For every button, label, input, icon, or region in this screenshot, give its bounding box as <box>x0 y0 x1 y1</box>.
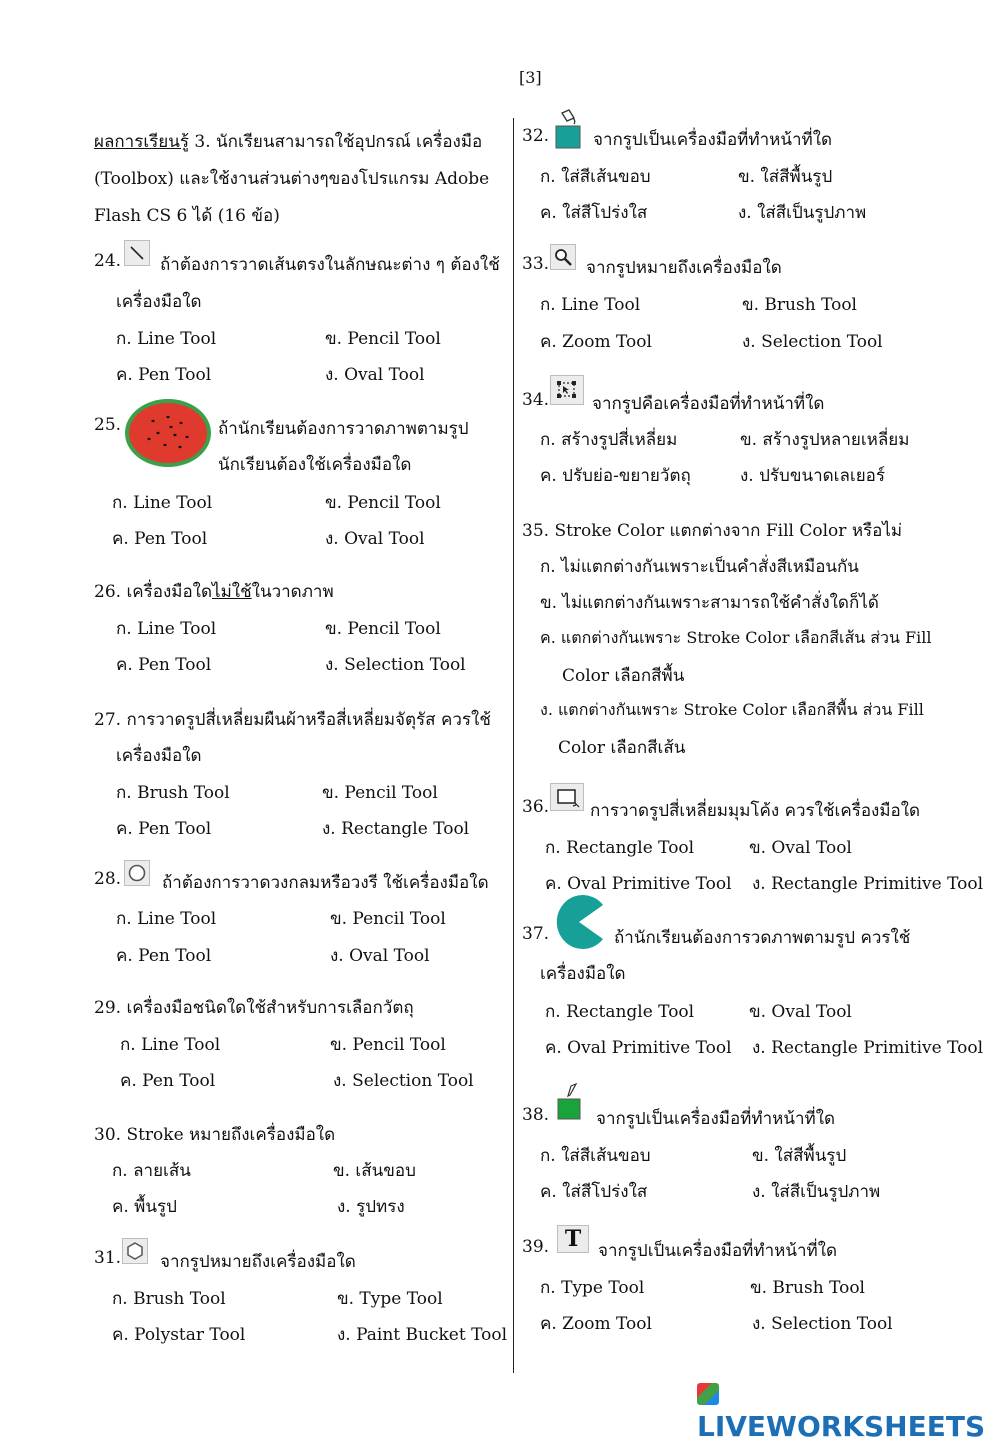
q30-option-b[interactable]: ข. เส้นขอบ <box>333 1161 416 1181</box>
q39-option-c[interactable]: ค. Zoom Tool <box>540 1314 652 1334</box>
q29-text: 29. เครื่องมือชนิดใดใช้สำหรับการเลือกวัตถุ <box>94 998 414 1018</box>
q34-option-d[interactable]: ง. ปรับขนาดเลเยอร์ <box>740 466 885 486</box>
q33-option-b[interactable]: ข. Brush Tool <box>742 295 857 315</box>
q25-number: 25. <box>94 415 122 435</box>
q37-option-d[interactable]: ง. Rectangle Primitive Tool <box>752 1038 984 1058</box>
q24-text2: เครื่องมือใด <box>116 292 202 312</box>
q26-option-b[interactable]: ข. Pencil Tool <box>325 619 441 639</box>
q27-option-d[interactable]: ง. Rectangle Tool <box>322 819 470 839</box>
q38-text: จากรูปเป็นเครื่องมือที่ทำหน้าที่ใด <box>596 1109 836 1129</box>
q28-option-a[interactable]: ก. Line Tool <box>116 909 217 929</box>
q36-text: การวาดรูปสี่เหลี่ยมมุมโค้ง ควรใช้เครื่องมือใด <box>590 801 921 821</box>
q27-option-a[interactable]: ก. Brush Tool <box>116 783 230 803</box>
q25-option-b[interactable]: ข. Pencil Tool <box>325 493 441 513</box>
q29-option-d[interactable]: ง. Selection Tool <box>333 1071 474 1091</box>
q36-option-d[interactable]: ง. Rectangle Primitive Tool <box>752 874 984 894</box>
q32-option-b[interactable]: ข. ใส่สีพื้นรูป <box>738 167 833 187</box>
text-tool-icon: T <box>557 1225 589 1253</box>
q37-option-a[interactable]: ก. Rectangle Tool <box>545 1002 695 1022</box>
q29-option-b[interactable]: ข. Pencil Tool <box>330 1035 446 1055</box>
q37-text: ถ้านักเรียนต้องการวดภาพตามรูป ควรใช้ <box>614 928 911 948</box>
q39-option-d[interactable]: ง. Selection Tool <box>752 1314 893 1334</box>
q30-text: 30. Stroke หมายถึงเครื่องมือใด <box>94 1125 336 1145</box>
q31-text: จากรูปหมายถึงเครื่องมือใด <box>160 1252 356 1272</box>
q32-text: จากรูปเป็นเครื่องมือที่ทำหน้าที่ใด <box>593 130 833 150</box>
q38-option-b[interactable]: ข. ใส่สีพื้นรูป <box>752 1146 847 1166</box>
q25-option-a[interactable]: ก. Line Tool <box>112 493 213 513</box>
q33-option-d[interactable]: ง. Selection Tool <box>742 332 883 352</box>
q38-option-d[interactable]: ง. ใส่สีเป็นรูปภาพ <box>752 1182 881 1202</box>
q24-option-c[interactable]: ค. Pen Tool <box>116 365 212 385</box>
q35-option-d-cont: Color เลือกสีเส้น <box>558 738 686 758</box>
q27-text2: เครื่องมือใด <box>116 746 202 766</box>
q33-number: 33. <box>522 254 550 274</box>
q25-option-d[interactable]: ง. Oval Tool <box>325 529 425 549</box>
q30-option-a[interactable]: ก. ลายเส้น <box>112 1161 191 1181</box>
q32-option-d[interactable]: ง. ใส่สีเป็นรูปภาพ <box>738 203 867 223</box>
q37-text2: เครื่องมือใด <box>540 964 626 984</box>
q26-option-c[interactable]: ค. Pen Tool <box>116 655 212 675</box>
q28-number: 28. <box>94 869 122 889</box>
q24-option-d[interactable]: ง. Oval Tool <box>325 365 425 385</box>
q36-option-b[interactable]: ข. Oval Tool <box>749 838 852 858</box>
q36-option-a[interactable]: ก. Rectangle Tool <box>545 838 695 858</box>
pacman-shape-image <box>551 893 607 956</box>
q28-text: ถ้าต้องการวาดวงกลมหรือวงรี ใช้เครื่องมือใด <box>162 873 489 893</box>
logo-text: LIVEWORKSHEETS <box>697 1410 986 1443</box>
q35-option-b[interactable]: ข. ไม่แตกต่างกันเพราะสามารถใช้คำสั่งใดก็ได้ <box>540 593 879 613</box>
q34-text: จากรูปคือเครื่องมือที่ทำหน้าที่ใด <box>592 394 825 414</box>
oval-tool-icon <box>124 860 150 886</box>
q36-number: 36. <box>522 797 550 817</box>
q33-text: จากรูปหมายถึงเครื่องมือใด <box>586 258 782 278</box>
q27-option-b[interactable]: ข. Pencil Tool <box>322 783 438 803</box>
q35-option-c[interactable]: ค. แตกต่างกันเพราะ Stroke Color เลือกสีเส้น ส่วน Fill <box>540 628 932 647</box>
q38-option-a[interactable]: ก. ใส่สีเส้นขอบ <box>540 1146 651 1166</box>
q37-option-b[interactable]: ข. Oval Tool <box>749 1002 852 1022</box>
outcome-text: 3. นักเรียนสามารถใช้อุปกรณ์ เครื่องมือ (Toolbox) และใช้งานส่วนต่างๆของโปรแกรม Adobe Flash CS 6 ได้ (16 ข้อ) <box>94 132 490 226</box>
q24-option-a[interactable]: ก. Line Tool <box>116 329 217 349</box>
free-transform-tool-icon <box>550 375 584 405</box>
q38-number: 38. <box>522 1105 550 1125</box>
q26-text <box>94 578 334 605</box>
q38-option-c[interactable]: ค. ใส่สีโปร่งใส <box>540 1182 648 1202</box>
q24-option-b[interactable]: ข. Pencil Tool <box>325 329 441 349</box>
q30-option-d[interactable]: ง. รูปทรง <box>337 1197 405 1217</box>
q37-option-c[interactable]: ค. Oval Primitive Tool <box>545 1038 732 1058</box>
q37-number: 37. <box>522 924 550 944</box>
q28-option-c[interactable]: ค. Pen Tool <box>116 946 212 966</box>
q29-option-a[interactable]: ก. Line Tool <box>120 1035 221 1055</box>
q26-suffix: ในวาดภาพ <box>251 582 334 602</box>
q26-prefix: 26. เครื่องมือใด <box>94 582 213 602</box>
q35-option-c-cont: Color เลือกสีพื้น <box>562 666 685 686</box>
q27-text: 27. การวาดรูปสี่เหลี่ยมผืนผ้าหรือสี่เหลี่ยมจัตุรัส ควรใช้ <box>94 710 491 730</box>
q26-option-d[interactable]: ง. Selection Tool <box>325 655 466 675</box>
q24-text: ถ้าต้องการวาดเส้นตรงในลักษณะต่าง ๆ ต้องใช้ <box>160 255 500 275</box>
outcome-label: ผลการเรียนรู้ <box>94 132 190 152</box>
column-divider <box>513 118 514 1373</box>
liveworksheets-badge-icon <box>697 1383 719 1405</box>
q28-option-b[interactable]: ข. Pencil Tool <box>330 909 446 929</box>
q24-number: 24. <box>94 251 122 271</box>
q33-option-a[interactable]: ก. Line Tool <box>540 295 641 315</box>
q34-number: 34. <box>522 390 550 410</box>
rectangle-tool-icon <box>550 783 584 811</box>
q25-text: ถ้านักเรียนต้องการวาดภาพตามรูป <box>218 419 469 439</box>
q25-option-c[interactable]: ค. Pen Tool <box>112 529 208 549</box>
q34-option-b[interactable]: ข. สร้างรูปหลายเหลี่ยม <box>740 430 910 450</box>
q35-option-d[interactable]: ง. แตกต่างกันเพราะ Stroke Color เลือกสีพื้น ส่วน Fill <box>540 700 924 719</box>
q25-text2: นักเรียนต้องใช้เครื่องมือใด <box>218 455 412 475</box>
q39-text: จากรูปเป็นเครื่องมือที่ทำหน้าที่ใด <box>598 1241 838 1261</box>
q39-option-a[interactable]: ก. Type Tool <box>540 1278 645 1298</box>
q35-option-a[interactable]: ก. ไม่แตกต่างกันเพราะเป็นคำสั่งสีเหมือนกัน <box>540 557 859 577</box>
q34-option-a[interactable]: ก. สร้างรูปสี่เหลี่ยม <box>540 430 678 450</box>
stroke-color-icon <box>555 1083 585 1128</box>
q31-option-d[interactable]: ง. Paint Bucket Tool <box>337 1325 508 1345</box>
q35-text: 35. Stroke Color แตกต่างจาก Fill Color หรือไม่ <box>522 521 903 541</box>
watermelon-image <box>123 397 213 474</box>
zoom-tool-icon <box>550 244 576 270</box>
q26-underlined: ไม่ใช้ <box>212 582 252 602</box>
q26-option-a[interactable]: ก. Line Tool <box>116 619 217 639</box>
q33-option-c[interactable]: ค. Zoom Tool <box>540 332 652 352</box>
q32-option-a[interactable]: ก. ใส่สีเส้นขอบ <box>540 167 651 187</box>
liveworksheets-logo[interactable] <box>697 1377 1000 1443</box>
fill-color-icon <box>553 108 583 157</box>
q32-option-c[interactable]: ค. ใส่สีโปร่งใส <box>540 203 648 223</box>
q31-option-c[interactable]: ค. Polystar Tool <box>112 1325 246 1345</box>
line-tool-icon <box>124 240 150 266</box>
q32-number: 32. <box>522 126 550 146</box>
q30-option-c[interactable]: ค. พื้นรูป <box>112 1197 177 1217</box>
q31-option-b[interactable]: ข. Type Tool <box>337 1289 443 1309</box>
q34-option-c[interactable]: ค. ปรับย่อ-ขยายวัตถุ <box>540 466 691 486</box>
q29-option-c[interactable]: ค. Pen Tool <box>120 1071 216 1091</box>
q27-option-c[interactable]: ค. Pen Tool <box>116 819 212 839</box>
q31-number: 31. <box>94 1248 122 1268</box>
q36-option-c[interactable]: ค. Oval Primitive Tool <box>545 874 732 894</box>
q39-option-b[interactable]: ข. Brush Tool <box>750 1278 865 1298</box>
polystar-tool-icon <box>122 1238 148 1264</box>
q39-number: 39. <box>522 1237 550 1257</box>
q31-option-a[interactable]: ก. Brush Tool <box>112 1289 226 1309</box>
q28-option-d[interactable]: ง. Oval Tool <box>330 946 430 966</box>
learning-outcome <box>94 124 504 235</box>
page-number: [3] <box>519 68 542 87</box>
